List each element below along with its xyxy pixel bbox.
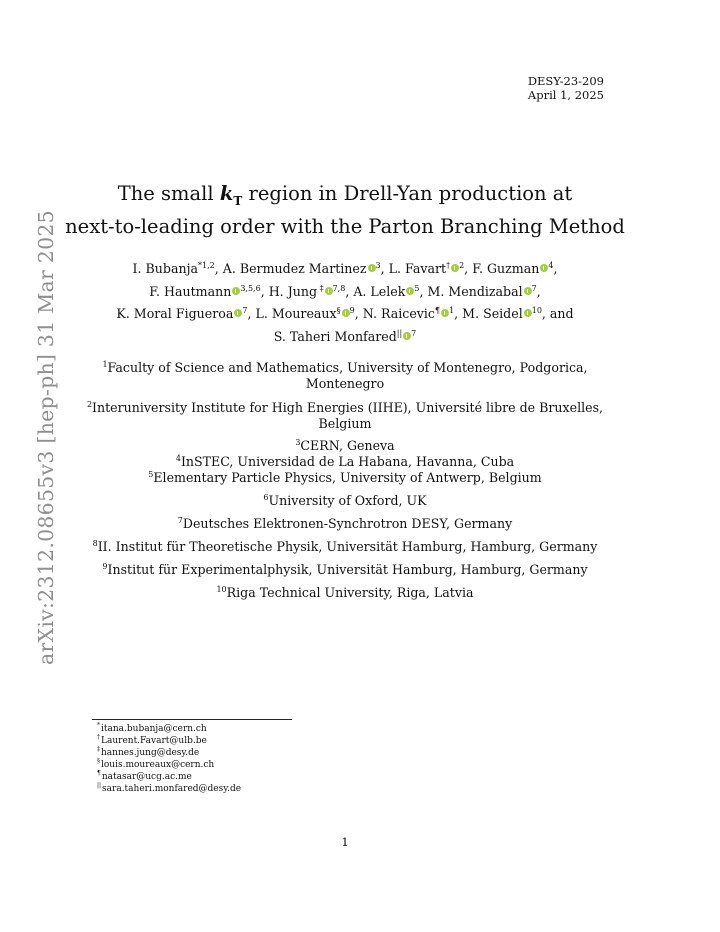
footnote-symbol: ¶	[97, 770, 101, 778]
author-separator: ,	[380, 261, 389, 276]
author-affil-marks: 3	[375, 260, 381, 270]
affiliation	[85, 400, 605, 432]
orcid-icon[interactable]	[406, 287, 414, 295]
affiliation-text: Faculty of Science and Mathematics, University of Montenegro, Podgorica, Montenegro	[107, 360, 588, 391]
footnote-symbol: ||	[97, 782, 102, 790]
author-separator: ,	[247, 306, 256, 321]
footnote	[97, 723, 241, 735]
author-affil-marks: 3,5,6	[240, 283, 261, 293]
arxiv-identifier: arXiv:2312.08655v3 [hep-ph] 31 Mar 2025	[34, 210, 58, 665]
affiliation-text: CERN, Geneva	[300, 438, 395, 453]
title-post: region in Drell-Yan production at	[242, 182, 573, 205]
affiliation-number: 4	[175, 453, 181, 463]
author-separator: ,	[214, 261, 223, 276]
affiliation-number: 7	[177, 515, 183, 525]
author-separator: ,	[260, 283, 269, 299]
author-affil-marks: *1,2	[198, 260, 215, 270]
author-affil-marks: 4	[548, 260, 554, 270]
author-name: M. Mendizabal	[427, 283, 523, 299]
orcid-icon[interactable]	[234, 309, 242, 317]
affiliation-number: 5	[148, 469, 154, 479]
author-name: L. Moureaux	[255, 306, 337, 321]
footnote	[97, 735, 241, 747]
paper-title	[0, 181, 690, 239]
affiliation-number: 2	[86, 399, 93, 409]
author-name: H. Jung	[268, 283, 318, 299]
report-date: April 1, 2025	[527, 88, 604, 102]
author-name: A. Lelek	[353, 283, 406, 299]
orcid-icon[interactable]	[403, 332, 411, 340]
affiliation-text: Deutsches Elektronen-Synchrotron DESY, Germany	[182, 516, 513, 531]
affiliation	[85, 438, 605, 454]
affiliation-number: 9	[102, 561, 108, 571]
footnote-list	[97, 723, 241, 796]
footnote	[97, 771, 241, 783]
affiliation	[85, 562, 605, 578]
orcid-icon[interactable]	[342, 309, 350, 317]
author-affil-marks: 10	[531, 305, 542, 315]
author-affil-marks: 2	[459, 260, 465, 270]
footnote-symbol: §	[97, 758, 100, 766]
author-name: F. Hautmann	[149, 283, 232, 299]
orcid-icon[interactable]	[524, 309, 532, 317]
affiliation-text: Riga Technical University, Riga, Latvia	[226, 585, 474, 600]
orcid-icon[interactable]	[441, 309, 449, 317]
footnote	[97, 783, 241, 795]
author-entry	[133, 261, 223, 276]
author-footnote-mark: ‡	[317, 283, 324, 293]
title-line-2: next-to-leading order with the Parton Branching Method	[65, 214, 625, 238]
title-pre: The small	[117, 182, 220, 205]
affiliation-number: 3	[295, 437, 301, 447]
title-line-1	[0, 181, 690, 214]
footnote-email[interactable]: Laurent.Favart@ulb.be	[101, 736, 207, 747]
author-entry	[363, 306, 462, 321]
author-name: K. Moral Figueroa	[116, 306, 234, 321]
author-entry	[223, 261, 389, 276]
author-name: N. Raicevic	[362, 306, 435, 321]
author-name: L. Favart	[388, 261, 447, 276]
footnote-email[interactable]: natasar@ucg.ac.me	[101, 772, 192, 783]
author-name: S. Taheri Monfared	[273, 328, 397, 344]
author-affil-marks: 7	[411, 328, 417, 338]
author-separator: ,	[354, 306, 363, 321]
author-entry	[255, 306, 362, 321]
author-name: M. Seidel	[462, 306, 523, 321]
orcid-icon[interactable]	[451, 264, 459, 272]
affiliation-number: 10	[216, 584, 227, 594]
page-number: 1	[341, 835, 349, 849]
orcid-icon[interactable]	[325, 287, 333, 295]
author-footnote-mark: ||	[396, 328, 403, 338]
orcid-icon[interactable]	[368, 264, 376, 272]
footnote	[97, 747, 241, 759]
author-separator: ,	[464, 261, 473, 276]
author-separator: , and	[541, 306, 574, 321]
affiliation-text: InSTEC, Universidad de La Habana, Havanna, Cuba	[180, 454, 515, 469]
author-separator: ,	[454, 306, 463, 321]
author-separator: ,	[536, 283, 541, 299]
title-k-symbol: k	[219, 182, 234, 205]
affiliation-text: II. Institut für Theoretische Physik, Universität Hamburg, Hamburg, Germany	[97, 539, 598, 554]
author-entry	[269, 284, 354, 299]
affiliation-text: Interuniversity Institute for High Energies (IIHE), Université libre de Bruxelles, Belgium	[92, 400, 604, 431]
author-entry	[389, 261, 473, 276]
footnote-email[interactable]: louis.moureaux@cern.ch	[101, 760, 215, 771]
affiliation-text: Institut für Experimentalphysik, Universität Hamburg, Hamburg, Germany	[107, 562, 588, 577]
report-number: DESY-23-209	[527, 74, 604, 88]
author-footnote-mark: ¶	[434, 305, 441, 315]
author-name: F. Guzman	[472, 261, 540, 276]
affiliation-number: 1	[102, 359, 108, 369]
author-separator: ,	[419, 283, 428, 299]
affiliation-list	[85, 360, 605, 601]
affiliation-number: 6	[263, 492, 269, 502]
author-footnote-mark: †	[446, 260, 451, 270]
author-separator: ,	[553, 261, 558, 276]
author-footnote-mark: §	[336, 305, 341, 315]
footnote-symbol: †	[97, 734, 100, 742]
affiliation	[85, 539, 605, 555]
affiliation	[85, 585, 605, 601]
author-entry	[472, 261, 557, 276]
orcid-icon[interactable]	[232, 287, 240, 295]
author-affil-marks: 7,8	[332, 283, 346, 293]
author-entry	[462, 306, 573, 321]
affiliation-text: University of Oxford, UK	[268, 493, 427, 508]
footnote	[97, 759, 241, 771]
affiliation-text: Elementary Particle Physics, University of Antwerp, Belgium	[153, 470, 542, 485]
author-name: I. Bubanja	[132, 261, 198, 276]
author-entry	[149, 284, 269, 299]
footnote-email[interactable]: sara.taheri.monfared@desy.de	[102, 784, 242, 795]
footnote-email[interactable]: itana.bubanja@cern.ch	[101, 724, 207, 734]
author-entry	[274, 329, 417, 344]
footnote-rule	[92, 719, 292, 720]
author-entry	[353, 284, 427, 299]
author-affil-marks: 1	[449, 305, 455, 315]
footnote-email[interactable]: hannes.jung@desy.de	[101, 748, 200, 759]
author-affil-marks: 7	[531, 283, 537, 293]
title-k-subscript: T	[233, 193, 243, 208]
footnote-symbol: *	[97, 722, 100, 729]
footnote-symbol: ‡	[97, 746, 100, 754]
orcid-icon[interactable]	[524, 287, 532, 295]
orcid-icon[interactable]	[540, 264, 548, 272]
affiliation	[85, 516, 605, 532]
author-separator: ,	[345, 283, 354, 299]
author-affil-marks: 5	[414, 283, 420, 293]
affiliation	[85, 360, 605, 392]
affiliation	[85, 493, 605, 509]
affiliation-number: 8	[92, 538, 98, 548]
author-affil-marks: 7	[242, 305, 248, 315]
report-header	[528, 74, 604, 102]
affiliation	[85, 470, 605, 486]
author-name: A. Bermudez Martinez	[222, 261, 367, 276]
author-list	[70, 258, 620, 348]
author-entry	[427, 284, 540, 299]
affiliation	[85, 454, 605, 470]
author-entry	[116, 306, 255, 321]
author-affil-marks: 9	[349, 305, 355, 315]
